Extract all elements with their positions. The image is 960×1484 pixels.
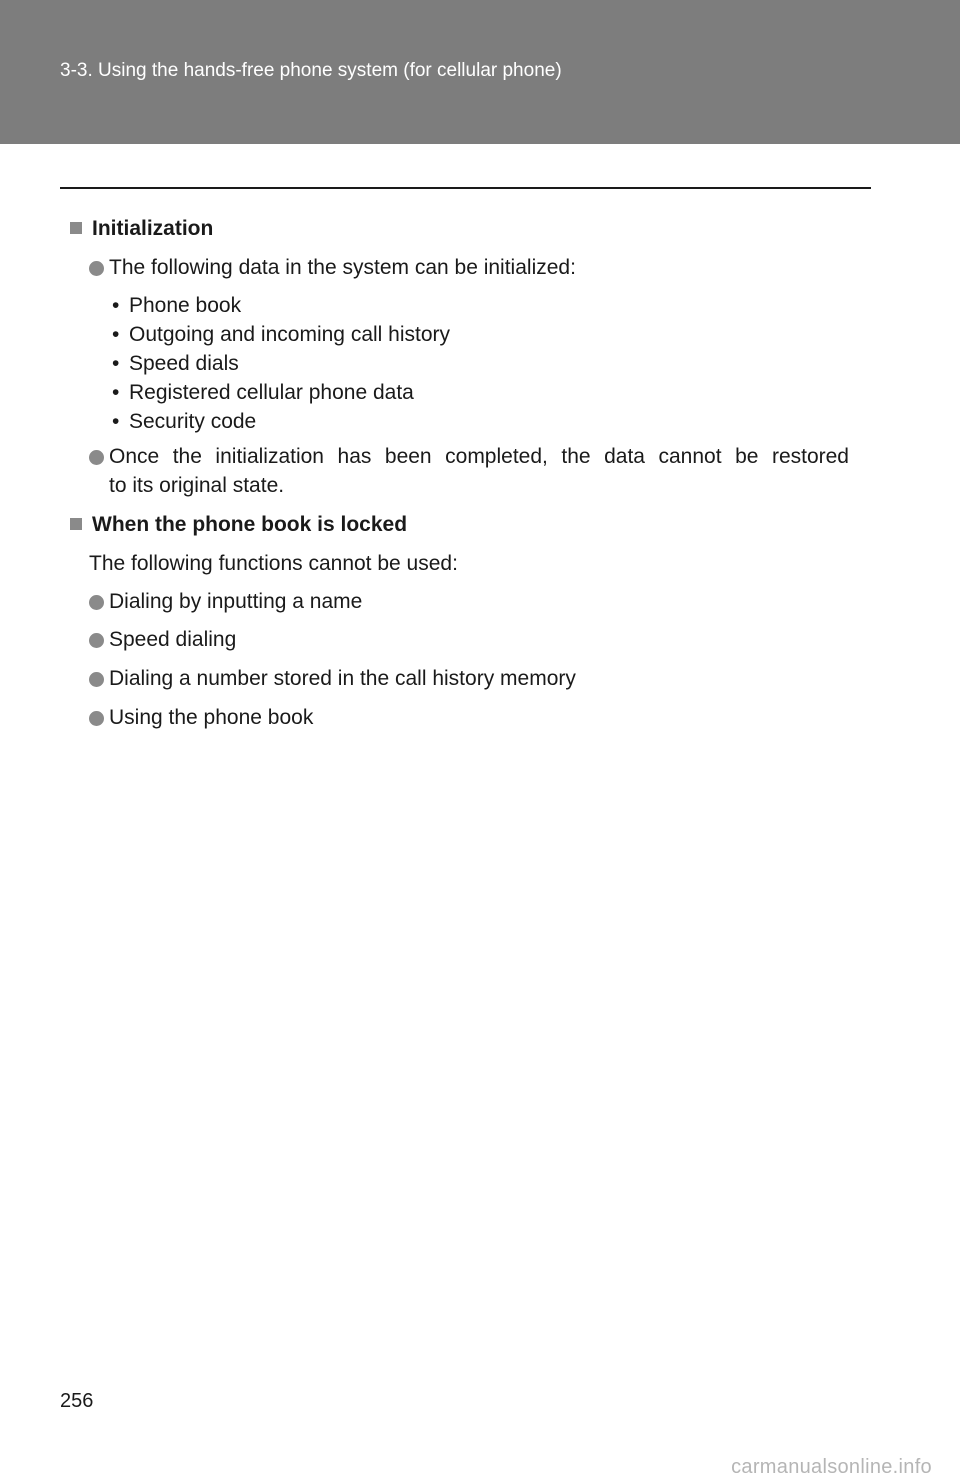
- initialization-bullet-2-line-2: to its original state.: [109, 474, 285, 497]
- sub-bullet-icon: •: [112, 323, 120, 346]
- section-title: 3-3. Using the hands-free phone system (for cellular phone): [60, 60, 562, 81]
- circle-bullet-icon: [89, 633, 104, 648]
- sub-bullet-icon: •: [112, 294, 120, 317]
- sub-bullet-icon: •: [112, 352, 120, 375]
- circle-bullet-icon: [89, 450, 104, 465]
- list-item: Phone book: [129, 294, 242, 317]
- initialization-heading: Initialization: [70, 216, 213, 242]
- circle-bullet-icon: [89, 261, 104, 276]
- page-number: 256: [60, 1390, 94, 1412]
- locked-bullet: Using the phone book: [109, 706, 314, 729]
- header-bar: [0, 0, 960, 144]
- circle-bullet-icon: [89, 711, 104, 726]
- initialization-bullet-1: The following data in the system can be initialized:: [109, 256, 576, 279]
- circle-bullet-icon: [89, 595, 104, 610]
- locked-bullet: Dialing a number stored in the call history memory: [109, 667, 576, 690]
- locked-intro: The following functions cannot be used:: [89, 552, 458, 575]
- list-item: Registered cellular phone data: [129, 381, 414, 404]
- locked-heading: When the phone book is locked: [70, 512, 407, 538]
- locked-bullet: Dialing by inputting a name: [109, 590, 363, 613]
- sub-bullet-icon: •: [112, 381, 120, 404]
- watermark: carmanualsonline.info: [731, 1456, 932, 1478]
- circle-bullet-icon: [89, 672, 104, 687]
- square-bullet-icon: [70, 518, 82, 530]
- initialization-bullet-2-line-1: Once the initialization has been completed, the data cannot be restored: [109, 445, 849, 468]
- locked-bullet: Speed dialing: [109, 628, 237, 651]
- list-item: Speed dials: [129, 352, 239, 375]
- sub-bullet-icon: •: [112, 410, 120, 433]
- square-bullet-icon: [70, 222, 82, 234]
- list-item: Outgoing and incoming call history: [129, 323, 451, 346]
- divider-rule: [60, 187, 871, 189]
- list-item: Security code: [129, 410, 257, 433]
